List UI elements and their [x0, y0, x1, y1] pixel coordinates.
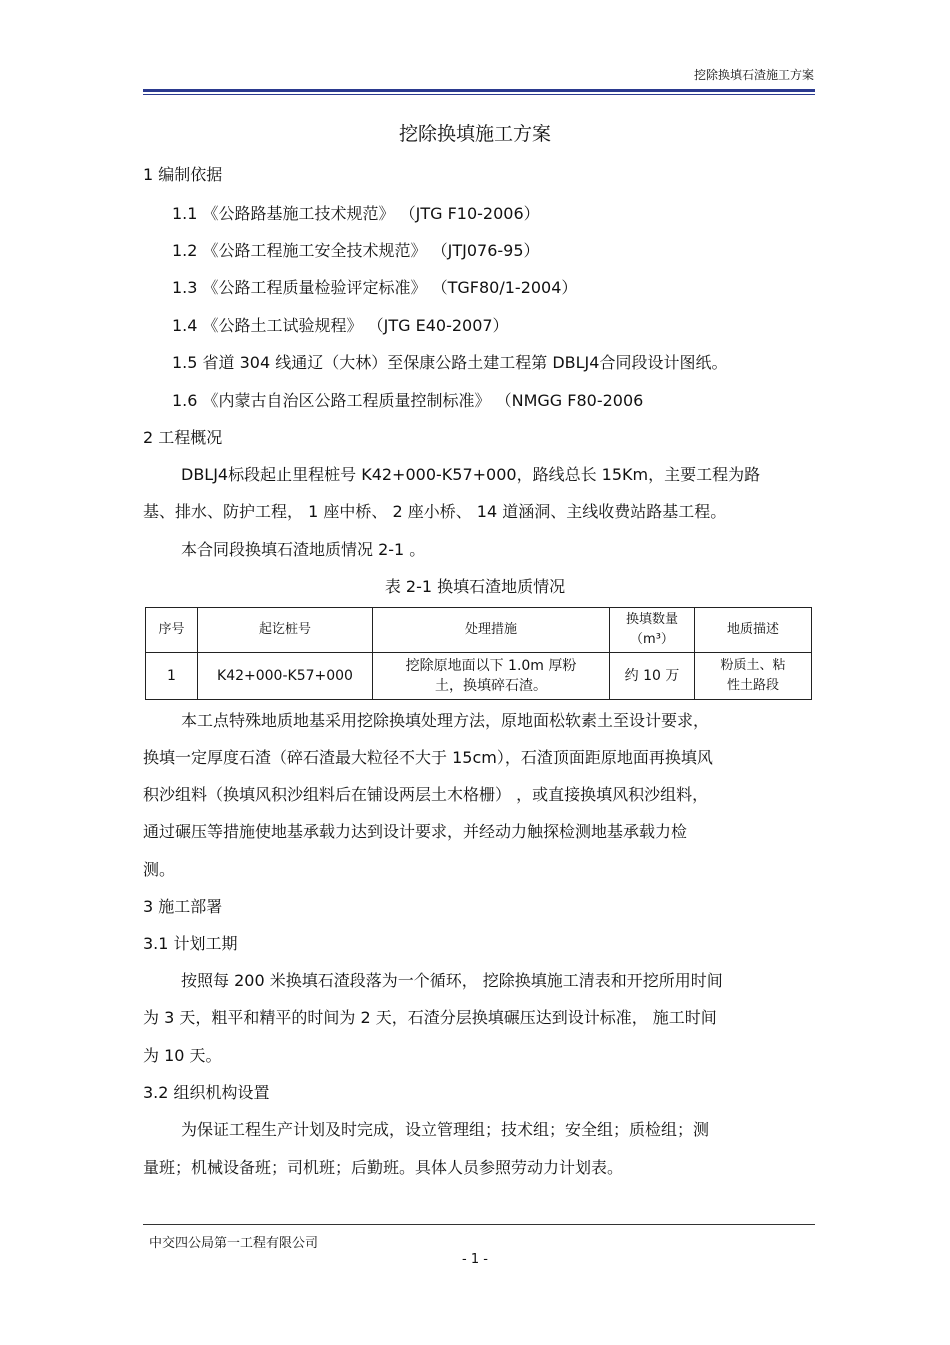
paragraph-line: 按照每 200 米换填石渣段落为一个循环， 挖除换填施工清表和开挖所用时间: [181, 971, 723, 990]
table-cell: [695, 653, 812, 700]
header-cell: 起讫桩号: [198, 608, 373, 653]
document-title: 挖除换填施工方案: [398, 123, 551, 145]
header-rule-thick: [143, 89, 815, 92]
header-cell: 地质描述: [695, 608, 812, 653]
subsection-heading: 3.2 组织机构设置: [143, 1083, 270, 1102]
table-cell: 1: [146, 653, 198, 700]
reference-item: 1.5 省道 304 线通辽（大林）至保康公路土建工程第 DBLJ4合同段设计图纸。: [172, 353, 728, 372]
table-row: [146, 653, 812, 700]
paragraph-line: 为 3 天，粗平和精平的时间为 2 天，石渣分层换填碾压达到设计标准， 施工时间: [143, 1008, 717, 1027]
paragraph-line: 量班；机械设备班；司机班；后勤班。具体人员参照劳动力计划表。: [143, 1158, 624, 1177]
header-cell: 处理措施: [373, 608, 610, 653]
paragraph-line: 通过碾压等措施使地基承载力达到设计要求，并经动力触探检测地基承载力检: [143, 822, 688, 841]
paragraph-line: 本工点特殊地质地基采用挖除换填处理方法，原地面松软素土至设计要求，: [181, 711, 710, 730]
header-cell: 序号: [146, 608, 198, 653]
table-cell: 约 10 万: [610, 653, 695, 700]
paragraph-line: 基、排水、防护工程， 1 座中桥、 2 座小桥、 14 道涵洞、主线收费站路基工程。: [143, 502, 727, 521]
section-3-heading: 3 施工部署: [143, 897, 223, 916]
geology-table: [145, 607, 812, 700]
reference-item: 1.1 《公路路基施工技术规范》 （JTG F10-2006）: [172, 204, 540, 223]
subsection-heading: 3.1 计划工期: [143, 934, 238, 953]
footer-rule: [143, 1224, 815, 1225]
cell-line: 土，换填碎石渣。: [435, 678, 547, 694]
header-rule-thin: [143, 94, 815, 95]
header-cell-line: （m³）: [630, 632, 674, 647]
paragraph-line: 测。: [143, 860, 176, 879]
paragraph-line: 换填一定厚度石渣（碎石渣最大粒径不大于 15cm），石渣顶面距原地面再换填风: [143, 748, 713, 767]
footer-company: 中交四公局第一工程有限公司: [149, 1236, 319, 1251]
reference-item: 1.4 《公路土工试验规程》 （JTG E40-2007）: [172, 316, 509, 335]
table-cell: K42+000-K57+000: [198, 653, 373, 700]
cell-line: 粉质土、粘: [720, 658, 786, 673]
running-header: 挖除换填石渣施工方案: [693, 68, 814, 82]
paragraph-line: 本合同段换填石渣地质情况 2-1 。: [181, 540, 426, 559]
cell-line: 性土路段: [726, 678, 779, 693]
paragraph-line: 为 10 天。: [143, 1046, 222, 1065]
reference-item: 1.3 《公路工程质量检验评定标准》 （TGF80/1-2004）: [172, 278, 578, 297]
header-cell: [610, 608, 695, 653]
reference-item: 1.6 《内蒙古自治区公路工程质量控制标准》 （NMGG F80-2006: [172, 391, 644, 410]
paragraph-line: 积沙组料（换填风积沙组料后在铺设两层土木格栅） ，或直接换填风积沙组料，: [143, 785, 709, 804]
table-header-row: [146, 608, 812, 653]
table-cell: [373, 653, 610, 700]
header-cell-line: 换填数量: [625, 612, 678, 627]
section-1-heading: 1 编制依据: [143, 165, 223, 184]
paragraph-line: 为保证工程生产计划及时完成，设立管理组；技术组；安全组；质检组；测: [181, 1120, 710, 1139]
table-caption: 表 2-1 换填石渣地质情况: [384, 577, 566, 596]
reference-item: 1.2 《公路工程施工安全技术规范》 （JTJ076-95）: [172, 241, 540, 260]
paragraph-line: DBLJ4标段起止里程桩号 K42+000-K57+000，路线总长 15Km，主要工程为路: [181, 465, 761, 484]
page-number: - 1 -: [462, 1252, 488, 1267]
section-2-heading: 2 工程概况: [143, 428, 223, 447]
cell-line: 挖除原地面以下 1.0m 厚粉: [405, 658, 577, 674]
